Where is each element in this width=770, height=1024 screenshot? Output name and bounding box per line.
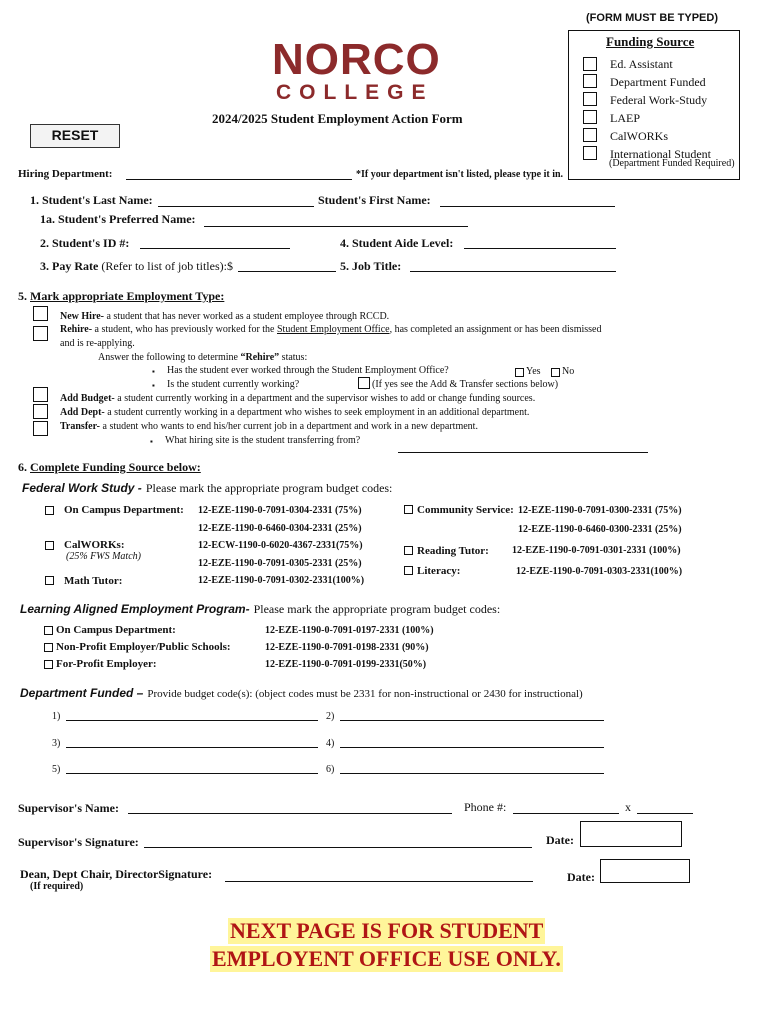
first-name-field[interactable] [440, 206, 615, 207]
add-budget-checkbox[interactable] [33, 387, 48, 402]
calworks-checkbox[interactable] [583, 128, 597, 142]
laep-forprofit-label: For-Profit Employer: [56, 658, 157, 670]
rehire-link: Student Employment Office [277, 324, 390, 335]
pay-rate-note: (Refer to list of job titles):$ [101, 259, 233, 273]
bullet-transfer: ▪ [150, 437, 153, 446]
transfer-site-field[interactable] [398, 452, 648, 453]
section-5-number: 5. [18, 289, 27, 303]
literacy-checkbox[interactable] [404, 566, 413, 575]
hiring-department-field[interactable] [126, 179, 352, 180]
dean-date-field[interactable] [600, 859, 690, 883]
transfer-question: What hiring site is the student transferring from? [165, 435, 361, 446]
code-number-3: 3) [52, 738, 61, 749]
rehire-desc-c: and is re-applying. [60, 338, 135, 349]
calworks-fws-checkbox[interactable] [45, 541, 54, 550]
new-hire-checkbox[interactable] [33, 306, 48, 321]
question-worked-before: Has the student ever worked through the Student Employment Office? [167, 365, 449, 376]
new-hire-desc: a student that has never worked as a student employee through RCCD. [106, 311, 390, 322]
laep-title: Learning Aligned Employment Program- [20, 602, 250, 616]
ed-assistant-label: Ed. Assistant [610, 57, 673, 71]
section-5-title: Mark appropriate Employment Type: [30, 289, 225, 303]
no-label: No [562, 366, 575, 377]
on-campus-fws-label: On Campus Department: [64, 504, 184, 516]
student-id-field[interactable] [140, 248, 290, 249]
community-service-label: Community Service: [417, 504, 514, 516]
if-required-note: (If required) [30, 881, 84, 892]
dean-date-label: Date: [567, 870, 595, 884]
pay-rate-row [40, 259, 233, 274]
transfer-checkbox[interactable] [33, 421, 48, 436]
supervisor-date-label: Date: [546, 833, 574, 847]
laep-on-campus-checkbox[interactable] [44, 626, 53, 635]
international-student-checkbox[interactable] [583, 146, 597, 160]
calworks-label: CalWORKs [610, 129, 668, 143]
dept-funded-header [20, 684, 583, 702]
next-page-notice-line1: NEXT PAGE IS FOR STUDENT [230, 918, 544, 943]
phone-field[interactable] [513, 813, 619, 814]
code-number-6: 6) [326, 764, 335, 775]
answer-bold: “Rehire” [240, 352, 280, 363]
preferred-name-label: 1a. Student's Preferred Name: [40, 212, 196, 226]
budget-code-4-field[interactable] [340, 747, 604, 748]
laep-code: 12-EZE-1190-0-7091-0198-2331 (90%) [265, 642, 429, 653]
student-id-label: 2. Student's ID #: [40, 236, 130, 250]
add-budget-text [60, 393, 535, 404]
last-name-label: 1. Student's Last Name: [30, 193, 153, 207]
supervisor-signature-field[interactable] [144, 847, 532, 848]
literacy-label: Literacy: [417, 565, 461, 577]
hiring-department-label: Hiring Department: [18, 168, 113, 180]
last-name-field[interactable] [158, 206, 314, 207]
laep-label: LAEP [610, 111, 640, 125]
first-name-label: Student's First Name: [318, 193, 431, 207]
transfer-desc: a student who wants to end his/her current job in a department and work in a new department. [102, 421, 478, 432]
rehire-text [60, 324, 601, 335]
bullet-q1: ▪ [152, 367, 155, 376]
preferred-name-field[interactable] [204, 226, 468, 227]
add-budget-label: Add Budget- [60, 393, 115, 404]
add-dept-desc: a student currently working in a department who wishes to seek employment in an additional department. [107, 407, 530, 418]
aide-level-label: 4. Student Aide Level: [340, 236, 454, 250]
department-funded-label: Department Funded [610, 75, 706, 89]
international-student-label: International Student [610, 147, 711, 161]
international-note: (Department Funded Required) [609, 158, 735, 169]
ed-assistant-checkbox[interactable] [583, 57, 597, 71]
rehire-instructions [98, 352, 307, 363]
currently-working-checkbox[interactable] [358, 377, 370, 389]
dean-signature-field[interactable] [225, 881, 533, 882]
add-dept-checkbox[interactable] [33, 404, 48, 419]
supervisor-name-field[interactable] [128, 813, 452, 814]
reading-tutor-label: Reading Tutor: [417, 545, 489, 557]
funding-source-title: Funding Source [606, 34, 695, 49]
budget-code-1-field[interactable] [66, 720, 318, 721]
add-dept-text [60, 407, 529, 418]
logo-norco: NORCO [272, 35, 441, 84]
logo-college: COLLEGE [276, 81, 434, 104]
laep-nonprofit-label: Non-Profit Employer/Public Schools: [56, 641, 231, 653]
ext-field[interactable] [637, 813, 693, 814]
fws-instructions: Please mark the appropriate program budget codes: [145, 481, 393, 495]
job-title-label: 5. Job Title: [340, 259, 402, 273]
math-tutor-checkbox[interactable] [45, 576, 54, 585]
budget-code-2-field[interactable] [340, 720, 604, 721]
dept-funded-title: Department Funded – [20, 686, 144, 700]
bullet-q2: ▪ [152, 381, 155, 390]
section-6-number: 6. [18, 460, 27, 474]
code-number-5: 5) [52, 764, 61, 775]
form-must-be-typed: (FORM MUST BE TYPED) [586, 12, 718, 24]
new-hire-label: New Hire- [60, 311, 104, 322]
phone-label: Phone #: [464, 800, 507, 814]
fws-code: 12-EZE-1190-0-7091-0304-2331 (75%) [198, 505, 362, 516]
section-6-heading [18, 460, 201, 475]
laep-instructions: Please mark the appropriate program budget codes: [253, 602, 501, 616]
rehire-desc-b: , has completed an assignment or has been dismissed [389, 324, 602, 335]
budget-code-3-field[interactable] [66, 747, 318, 748]
department-funded-checkbox[interactable] [583, 74, 597, 88]
yes-label: Yes [526, 366, 541, 377]
fws-code: 12-ECW-1190-0-6020-4367-2331(75%) [198, 540, 363, 551]
laep-forprofit-checkbox[interactable] [44, 660, 53, 669]
calworks-fws-label: CalWORKs: [64, 539, 125, 551]
rehire-label: Rehire- [60, 324, 93, 335]
pay-rate-field[interactable] [238, 271, 336, 272]
supervisor-date-field[interactable] [580, 821, 682, 847]
dean-signature-label: Dean, Dept Chair, DirectorSignature: [20, 867, 213, 881]
budget-code-5-field[interactable] [66, 773, 318, 774]
fws-code: 12-EZE-1190-0-6460-0300-2331 (25%) [518, 524, 682, 535]
fws-code: 12-EZE-1190-0-7091-0300-2331 (75%) [518, 505, 682, 516]
laep-on-campus-label: On Campus Department: [56, 624, 176, 636]
rehire-checkbox[interactable] [33, 326, 48, 341]
federal-work-study-checkbox[interactable] [583, 92, 597, 106]
answer-prefix: Answer the following to determine [98, 352, 238, 363]
supervisor-name-label: Supervisor's Name: [18, 801, 119, 815]
budget-code-6-field[interactable] [340, 773, 604, 774]
rehire-desc-a: a student, who has previously worked for the [94, 324, 275, 335]
reset-button[interactable]: RESET [30, 124, 120, 148]
supervisor-signature-label: Supervisor's Signature: [18, 835, 139, 849]
section-6-title: Complete Funding Source below: [30, 460, 201, 474]
form-title: 2024/2025 Student Employment Action Form [212, 111, 463, 126]
pay-rate-label: 3. Pay Rate [40, 259, 99, 273]
laep-header [20, 600, 500, 618]
fws-code: 12-EZE-1190-0-7091-0305-2331 (25%) [198, 558, 362, 569]
calworks-fws-sub: (25% FWS Match) [66, 551, 141, 562]
laep-checkbox[interactable] [583, 110, 597, 124]
aide-level-field[interactable] [464, 248, 616, 249]
on-campus-fws-checkbox[interactable] [45, 506, 54, 515]
new-hire-text [60, 311, 389, 322]
fws-code: 12-EZE-1190-0-7091-0301-2331 (100%) [512, 545, 681, 556]
laep-nonprofit-checkbox[interactable] [44, 643, 53, 652]
transfer-label: Transfer- [60, 421, 100, 432]
no-checkbox[interactable] [551, 368, 560, 377]
ext-label: x [625, 800, 631, 814]
dept-funded-instructions: Provide budget code(s): (object codes must be 2331 for non-instructional or 2430 for instructional) [147, 688, 583, 700]
code-number-4: 4) [326, 738, 335, 749]
federal-work-study-label: Federal Work-Study [610, 93, 708, 107]
math-tutor-label: Math Tutor: [64, 575, 123, 587]
section-5-heading [18, 289, 224, 304]
question-currently-working: Is the student currently working? [167, 379, 300, 390]
answer-suffix: status: [281, 352, 308, 363]
code-number-2: 2) [326, 711, 335, 722]
code-number-1: 1) [52, 711, 61, 722]
add-budget-desc: a student currently working in a department and the supervisor wishes to add or change funding sources. [117, 393, 536, 404]
fws-code: 12-EZE-1190-0-6460-0304-2331 (25%) [198, 523, 362, 534]
laep-code: 12-EZE-1190-0-7091-0199-2331(50%) [265, 659, 427, 670]
fws-header [22, 479, 392, 497]
add-dept-label: Add Dept- [60, 407, 105, 418]
reading-tutor-checkbox[interactable] [404, 546, 413, 555]
laep-code: 12-EZE-1190-0-7091-0197-2331 (100%) [265, 625, 434, 636]
hiring-department-note: *If your department isn't listed, please type it in. [356, 169, 564, 180]
currently-working-note: (If yes see the Add & Transfer sections below) [372, 379, 559, 390]
fws-code: 12-EZE-1190-0-7091-0303-2331(100%) [516, 566, 683, 577]
next-page-notice-line2: EMPLOYENT OFFICE USE ONLY. [212, 946, 561, 971]
job-title-field[interactable] [410, 271, 616, 272]
fws-code: 12-EZE-1190-0-7091-0302-2331(100%) [198, 575, 365, 586]
transfer-text [60, 421, 478, 432]
community-service-checkbox[interactable] [404, 505, 413, 514]
fws-title: Federal Work Study - [22, 481, 142, 495]
yes-checkbox[interactable] [515, 368, 524, 377]
